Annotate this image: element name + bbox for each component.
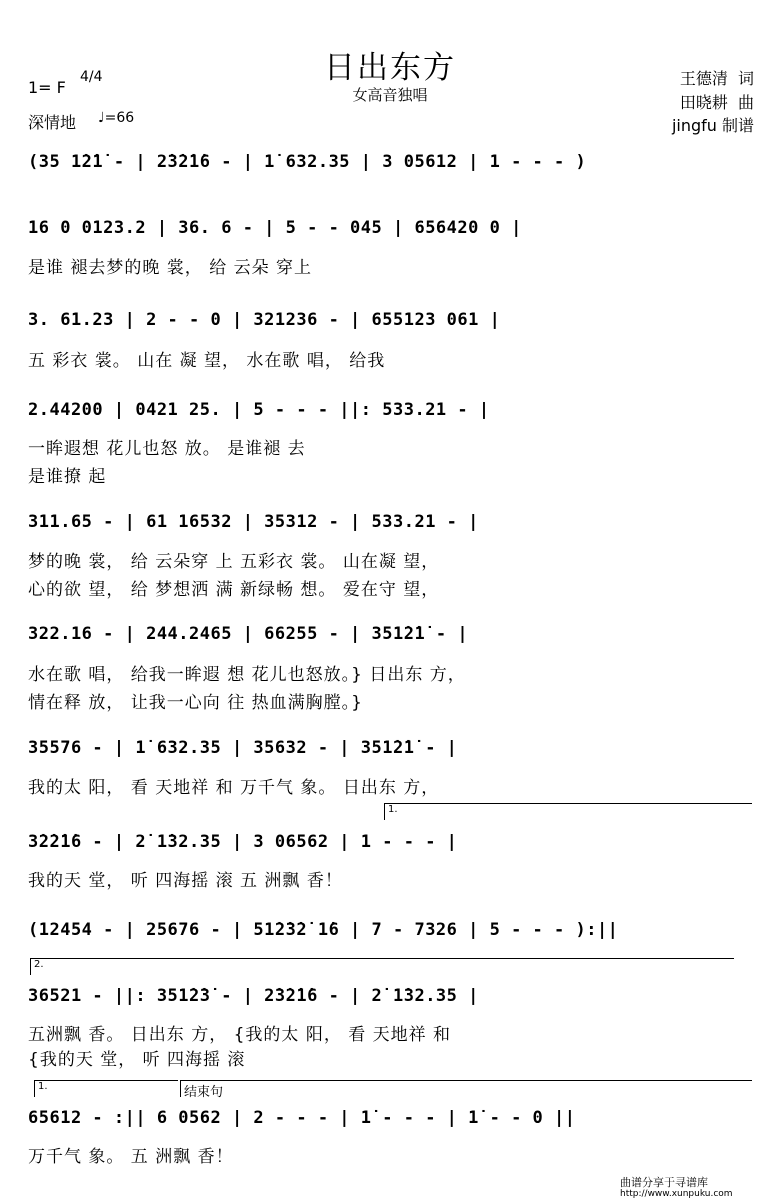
key-signature: 1= F — [28, 78, 66, 97]
lyric-line: 水在歌 唱， 给我一眸遐 想 花儿也怒放。} 日出东 方， — [28, 665, 466, 685]
ending-label: 结束句 — [184, 1085, 224, 1100]
score-system — [28, 390, 756, 430]
lyricist-credit: 王德清 词 — [679, 69, 754, 88]
lyric-line: 一眸遐想 花儿也怒 放。 是谁褪 去 — [28, 439, 306, 459]
notation-line: 65612 - :|| 6 0562 | 2 - - - | 1̇ - - - | 1̇ - - 0 || — [28, 1108, 576, 1128]
notation-line: 3̇2̇2̇1̇6 - | 2̇ 1̇32.35 | 3 06562 | 1 - - - | — [28, 832, 458, 852]
composer-credit: 田晓耕 曲 — [679, 93, 754, 112]
notation-line: (12454 - | 25676 - | 51̇2̇3̇2̇ 1̇6 | 7 - 7326 | 5 - - - ):|| — [28, 920, 619, 940]
coda-bracket — [180, 1080, 752, 1100]
lyric-line: 梦的晚 裳， 给 云朵穿 上 五彩衣 裳。 山在凝 望， — [28, 552, 440, 572]
notation-line: 35576 - | 1̇ 632.35 | 35632 - | 351̇2̇1̇ - | — [28, 738, 458, 758]
time-signature — [80, 70, 103, 85]
score-system — [28, 1098, 756, 1138]
score-system — [28, 614, 756, 654]
second-ending-bracket: 2. — [30, 958, 734, 975]
notation-line: 36521 - ||: 351̇2̇3̇ - | 2̇3̇2̇1̇6 - | 2̇ 1̇32.35 | — [28, 986, 479, 1006]
time-signature-text: 4/4 — [80, 69, 103, 85]
score-system — [28, 208, 756, 248]
first-ending-bracket-2: 1. — [34, 1080, 178, 1097]
lyric-line-2: {我的天 堂， 听 四海摇 滚 — [28, 1050, 246, 1070]
tempo-mark: ♩=66 — [98, 110, 135, 126]
score-system — [28, 822, 756, 862]
subtitle: 女高音独唱 — [352, 86, 428, 104]
score-system — [28, 728, 756, 768]
score-system — [28, 502, 756, 542]
lyric-line: 五 彩衣 裳。 山在 凝 望， 水在歌 唱， 给我 — [28, 351, 386, 371]
notation-line: 322.16 - | 244.2465 | 66255 - | 351̇2̇1̇ - | — [28, 624, 469, 644]
lyric-line-2: 心的欲 望， 给 梦想洒 满 新绿畅 想。 爱在守 望， — [28, 580, 440, 600]
expression-mark: 深情地 — [28, 113, 77, 132]
score-system-interlude — [28, 910, 756, 950]
notation-line: (35 1̇2̇1̇ - | 2̇3̇2̇1̇6 - | 1̇ 632.35 | 3 05612 | 1 - - - ) — [28, 152, 587, 172]
lyric-line: 我的天 堂， 听 四海摇 滚 五 洲飘 香！ — [28, 871, 343, 891]
notation-line: 16 0 0123.2 | 36. 6 - | 5 - - 045 | 656420 0 | — [28, 218, 522, 238]
notation-line: 3. 61.23 | 2 - - 0 | 321236 - | 655123 061 | — [28, 310, 501, 330]
footer-site: 曲谱分享于寻谱库 — [620, 1176, 708, 1189]
lyric-line: 是谁 褪去梦的晚 裳， 给 云朵 穿上 — [28, 258, 313, 278]
notation-line: 311.65 - | 61 16532 | 35312 - | 533.21 - | — [28, 512, 479, 532]
first-ending-bracket: 1. — [384, 803, 752, 820]
score-system — [28, 976, 756, 1016]
lyric-line-2: 情在释 放， 让我一心向 往 热血满胸膛。} — [28, 693, 363, 713]
lyric-line: 我的太 阳， 看 天地祥 和 万千气 象。 日出东 方， — [28, 778, 440, 798]
score-system-intro — [28, 142, 756, 182]
transcriber-credit: jingfu 制谱 — [671, 116, 754, 135]
notation-line: 2.44200 | 0421 25. | 5 - - - ||: 533.21 - | — [28, 400, 490, 420]
footer-url: http://www.xunpuku.com — [620, 1189, 733, 1199]
lyric-line: 五洲飘 香。 日出东 方， {我的太 阳， 看 天地祥 和 — [28, 1025, 452, 1045]
score-system — [28, 300, 756, 340]
lyric-line: 万千气 象。 五 洲飘 香！ — [28, 1147, 234, 1167]
page-title: 日出东方 — [324, 50, 456, 86]
lyric-line-2: 是谁撩 起 — [28, 467, 107, 487]
